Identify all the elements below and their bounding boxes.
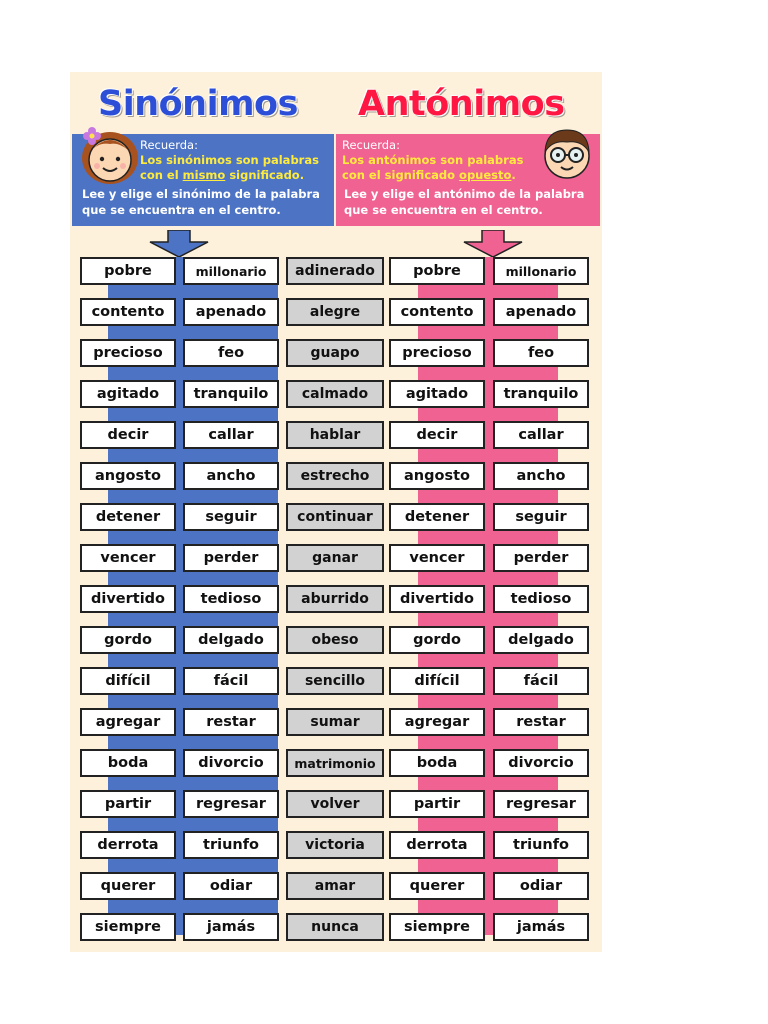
synonyms-answer-card: delgado bbox=[183, 626, 279, 654]
synonyms-word-card: gordo bbox=[80, 626, 176, 654]
center-word-card: sencillo bbox=[286, 667, 384, 695]
synonyms-answer-card: feo bbox=[183, 339, 279, 367]
worksheet bbox=[70, 72, 602, 952]
antonyms-answer-card: delgado bbox=[493, 626, 589, 654]
antonyms-answer-card: restar bbox=[493, 708, 589, 736]
antonyms-answer-card: perder bbox=[493, 544, 589, 572]
antonyms-word-card: agregar bbox=[389, 708, 485, 736]
antonyms-word-card: precioso bbox=[389, 339, 485, 367]
synonyms-word-card: boda bbox=[80, 749, 176, 777]
antonyms-answer-card: callar bbox=[493, 421, 589, 449]
synonyms-word-card: derrota bbox=[80, 831, 176, 859]
antonyms-word-card: derrota bbox=[389, 831, 485, 859]
synonyms-word-card: agregar bbox=[80, 708, 176, 736]
synonyms-word-card: precioso bbox=[80, 339, 176, 367]
synonyms-answer-card: odiar bbox=[183, 872, 279, 900]
synonyms-answer-card: millonario bbox=[183, 257, 279, 285]
antonyms-answer-card: tranquilo bbox=[493, 380, 589, 408]
center-word-card: volver bbox=[286, 790, 384, 818]
synonyms-note-heading: Recuerda: bbox=[140, 138, 198, 152]
center-word-card: continuar bbox=[286, 503, 384, 531]
center-word-card: adinerado bbox=[286, 257, 384, 285]
synonyms-word-card: siempre bbox=[80, 913, 176, 941]
antonyms-emphasis: opuesto bbox=[459, 168, 512, 182]
synonyms-answer-card: restar bbox=[183, 708, 279, 736]
antonyms-note-line2: con el significado opuesto. bbox=[342, 168, 516, 182]
boy-with-glasses-icon bbox=[536, 122, 598, 184]
antonyms-word-card: difícil bbox=[389, 667, 485, 695]
arrow-down-icon bbox=[148, 230, 210, 258]
antonyms-answer-card: triunfo bbox=[493, 831, 589, 859]
arrow-down-icon bbox=[462, 230, 524, 258]
center-word-card: calmado bbox=[286, 380, 384, 408]
synonyms-word-card: contento bbox=[80, 298, 176, 326]
antonyms-word-card: partir bbox=[389, 790, 485, 818]
synonyms-answer-card: jamás bbox=[183, 913, 279, 941]
synonyms-answer-card: tranquilo bbox=[183, 380, 279, 408]
synonyms-word-card: partir bbox=[80, 790, 176, 818]
synonyms-word-card: decir bbox=[80, 421, 176, 449]
antonyms-note-line4: que se encuentra en el centro. bbox=[344, 203, 543, 217]
center-word-card: sumar bbox=[286, 708, 384, 736]
antonyms-word-card: siempre bbox=[389, 913, 485, 941]
antonyms-word-card: boda bbox=[389, 749, 485, 777]
center-word-card: estrecho bbox=[286, 462, 384, 490]
synonyms-answer-card: regresar bbox=[183, 790, 279, 818]
synonyms-answer-card: fácil bbox=[183, 667, 279, 695]
antonyms-answer-card: apenado bbox=[493, 298, 589, 326]
center-word-card: matrimonio bbox=[286, 749, 384, 777]
center-word-card: guapo bbox=[286, 339, 384, 367]
center-word-card: alegre bbox=[286, 298, 384, 326]
antonyms-word-card: pobre bbox=[389, 257, 485, 285]
synonyms-answer-card: triunfo bbox=[183, 831, 279, 859]
synonyms-note-line3: Lee y elige el sinónimo de la palabra bbox=[82, 187, 320, 201]
antonyms-word-card: gordo bbox=[389, 626, 485, 654]
synonyms-answer-card: apenado bbox=[183, 298, 279, 326]
antonyms-word-card: contento bbox=[389, 298, 485, 326]
antonyms-word-card: angosto bbox=[389, 462, 485, 490]
synonyms-word-card: pobre bbox=[80, 257, 176, 285]
antonyms-note-line1: Los antónimos son palabras bbox=[342, 153, 524, 167]
synonyms-answer-card: callar bbox=[183, 421, 279, 449]
synonyms-word-card: angosto bbox=[80, 462, 176, 490]
antonyms-note-line3: Lee y elige el antónimo de la palabra bbox=[344, 187, 585, 201]
center-word-card: victoria bbox=[286, 831, 384, 859]
antonyms-word-card: agitado bbox=[389, 380, 485, 408]
synonyms-note-line2: con el mismo significado. bbox=[140, 168, 305, 182]
center-word-card: ganar bbox=[286, 544, 384, 572]
antonyms-answer-card: regresar bbox=[493, 790, 589, 818]
antonyms-answer-card: jamás bbox=[493, 913, 589, 941]
synonyms-word-card: difícil bbox=[80, 667, 176, 695]
synonyms-answer-card: ancho bbox=[183, 462, 279, 490]
center-word-card: aburrido bbox=[286, 585, 384, 613]
antonyms-answer-card: fácil bbox=[493, 667, 589, 695]
synonyms-answer-card: tedioso bbox=[183, 585, 279, 613]
synonyms-word-card: querer bbox=[80, 872, 176, 900]
center-word-card: amar bbox=[286, 872, 384, 900]
synonyms-word-card: divertido bbox=[80, 585, 176, 613]
antonyms-answer-card: odiar bbox=[493, 872, 589, 900]
antonyms-title: Antónimos bbox=[358, 84, 565, 124]
antonyms-answer-card: divorcio bbox=[493, 749, 589, 777]
antonyms-word-card: decir bbox=[389, 421, 485, 449]
center-word-card: nunca bbox=[286, 913, 384, 941]
girl-face-icon bbox=[76, 122, 140, 186]
synonyms-note-line1: Los sinónimos son palabras bbox=[140, 153, 319, 167]
antonyms-answer-card: ancho bbox=[493, 462, 589, 490]
synonyms-title: Sinónimos bbox=[98, 84, 298, 124]
synonyms-note-line4: que se encuentra en el centro. bbox=[82, 203, 281, 217]
antonyms-answer-card: millonario bbox=[493, 257, 589, 285]
synonyms-emphasis: mismo bbox=[182, 168, 226, 182]
synonyms-word-card: vencer bbox=[80, 544, 176, 572]
synonyms-answer-card: perder bbox=[183, 544, 279, 572]
synonyms-answer-card: seguir bbox=[183, 503, 279, 531]
antonyms-word-card: vencer bbox=[389, 544, 485, 572]
synonyms-word-card: agitado bbox=[80, 380, 176, 408]
antonyms-answer-card: seguir bbox=[493, 503, 589, 531]
center-word-card: hablar bbox=[286, 421, 384, 449]
synonyms-word-card: detener bbox=[80, 503, 176, 531]
synonyms-answer-card: divorcio bbox=[183, 749, 279, 777]
center-word-card: obeso bbox=[286, 626, 384, 654]
antonyms-word-card: detener bbox=[389, 503, 485, 531]
antonyms-answer-card: tedioso bbox=[493, 585, 589, 613]
antonyms-word-card: divertido bbox=[389, 585, 485, 613]
antonyms-note-heading: Recuerda: bbox=[342, 138, 400, 152]
antonyms-answer-card: feo bbox=[493, 339, 589, 367]
antonyms-word-card: querer bbox=[389, 872, 485, 900]
